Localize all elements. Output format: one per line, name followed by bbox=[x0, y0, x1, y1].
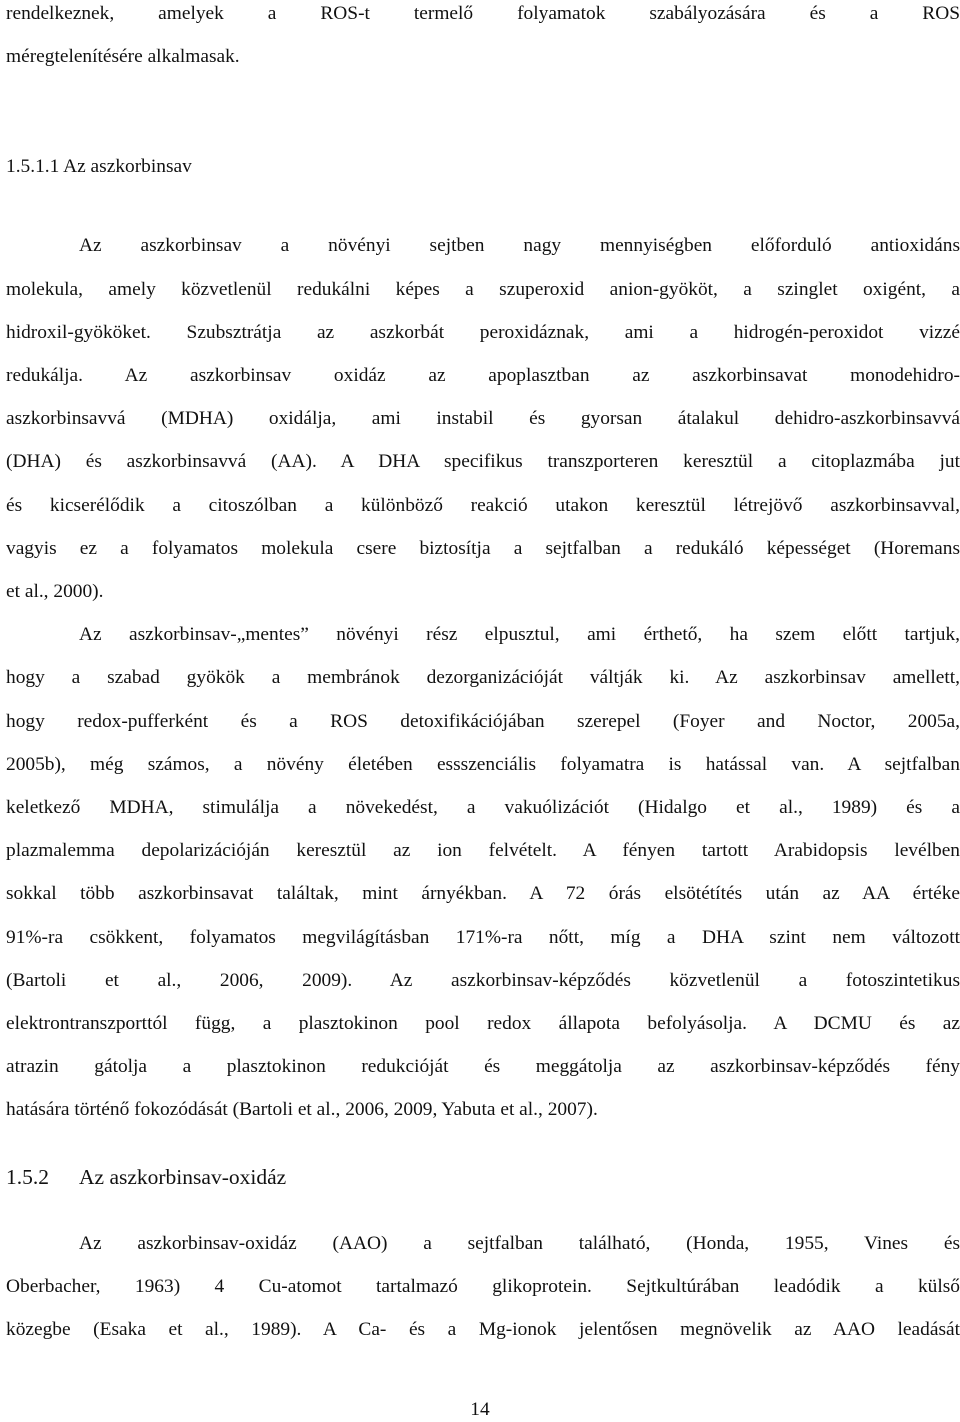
paragraph1-line-7: és kicserélődik a citoszólban a különböző reakció utakon keresztül létrejövő aszkorbinsavval, bbox=[6, 495, 960, 516]
paragraph1-line-1: Az aszkorbinsav a növényi sejtben nagy mennyiségben előforduló antioxidáns bbox=[79, 235, 960, 256]
paragraph3-line-3: közegbe (Esaka et al., 1989). A Ca- és a Mg-ionok jelentősen megnövelik az AAO leadását bbox=[6, 1319, 960, 1340]
paragraph2-line-3: hogy redox-pufferként és a ROS detoxifikációjában szerepel (Foyer and Noctor, 2005a, bbox=[6, 711, 960, 732]
paragraph2-line-12: hatására történő fokozódását (Bartoli et al., 2006, 2009, Yabuta et al., 2007). bbox=[6, 1099, 598, 1120]
paragraph2-line-8: 91%-ra csökkent, folyamatos megvilágításban 171%-ra nőtt, míg a DHA szint nem változott bbox=[6, 927, 960, 948]
paragraph2-line-1: Az aszkorbinsav-„mentes” növényi rész elpusztul, ami érthető, ha szem előtt tartjuk, bbox=[79, 624, 960, 645]
paragraph2-line-7: sokkal több aszkorbinsavat találtak, mint árnyékban. A 72 órás elsötétítés után az AA értéke bbox=[6, 883, 960, 904]
subsection-heading: 1.5.1.1 Az aszkorbinsav bbox=[6, 156, 192, 177]
paragraph3-line-2: Oberbacher, 1963) 4 Cu-atomot tartalmazó glikoprotein. Sejtkultúrában leadódik a külső bbox=[6, 1276, 960, 1297]
paragraph2-line-5: keletkező MDHA, stimulálja a növekedést, a vakuólizációt (Hidalgo et al., 1989) és a bbox=[6, 797, 960, 818]
paragraph1-line-4: redukálja. Az aszkorbinsav oxidáz az apoplasztban az aszkorbinsavat monodehidro- bbox=[6, 365, 960, 386]
section-heading bbox=[6, 1163, 286, 1191]
paragraph2-line-10: elektrontranszporttól függ, a plasztokinon pool redox állapota befolyásolja. A DCMU és az bbox=[6, 1013, 960, 1034]
paragraph1-line-2: molekula, amely közvetlenül redukálni képes a szuperoxid anion-gyököt, a szinglet oxigént, a bbox=[6, 279, 960, 300]
paragraph1-line-8: vagyis ez a folyamatos molekula csere biztosítja a sejtfalban a redukáló képességet (Horemans bbox=[6, 538, 960, 559]
page-number: 14 bbox=[470, 1399, 490, 1420]
paragraph1-line-6: (DHA) és aszkorbinsavvá (AA). A DHA specifikus transzporteren keresztül a citoplazmába jut bbox=[6, 451, 960, 472]
intro-line-2: méregtelenítésére alkalmasak. bbox=[6, 46, 240, 67]
paragraph2-line-4: 2005b), még számos, a növény életében essszenciális folyamatra is hatással van. A sejtfalban bbox=[6, 754, 960, 775]
paragraph1-line-9: et al., 2000). bbox=[6, 581, 104, 602]
paragraph1-line-3: hidroxil-gyököket. Szubsztrátja az aszkorbát peroxidáznak, ami a hidrogén-peroxidot vizzé bbox=[6, 322, 960, 343]
paragraph1-line-5: aszkorbinsavvá (MDHA) oxidálja, ami instabil és gyorsan átalakul dehidro-aszkorbinsavvá bbox=[6, 408, 960, 429]
intro-line-1: rendelkeznek, amelyek a ROS-t termelő folyamatok szabályozására és a ROS bbox=[6, 3, 960, 24]
paragraph2-line-9: (Bartoli et al., 2006, 2009). Az aszkorbinsav-képződés közvetlenül a fotoszintetikus bbox=[6, 970, 960, 991]
paragraph2-line-6: plazmalemma depolarizációján keresztül az ion felvételt. A fényen tartott Arabidopsis levélben bbox=[6, 840, 960, 861]
section-title: Az aszkorbinsav-oxidáz bbox=[79, 1165, 287, 1189]
document-page bbox=[6, 0, 960, 1420]
paragraph2-line-11: atrazin gátolja a plasztokinon redukcióját és meggátolja az aszkorbinsav-képződés fény bbox=[6, 1056, 960, 1077]
section-number: 1.5.2 bbox=[6, 1165, 49, 1189]
paragraph2-line-2: hogy a szabad gyökök a membránok dezorganizációját váltják ki. Az aszkorbinsav amellett, bbox=[6, 667, 960, 688]
paragraph3-line-1: Az aszkorbinsav-oxidáz (AAO) a sejtfalban található, (Honda, 1955, Vines és bbox=[79, 1233, 960, 1254]
